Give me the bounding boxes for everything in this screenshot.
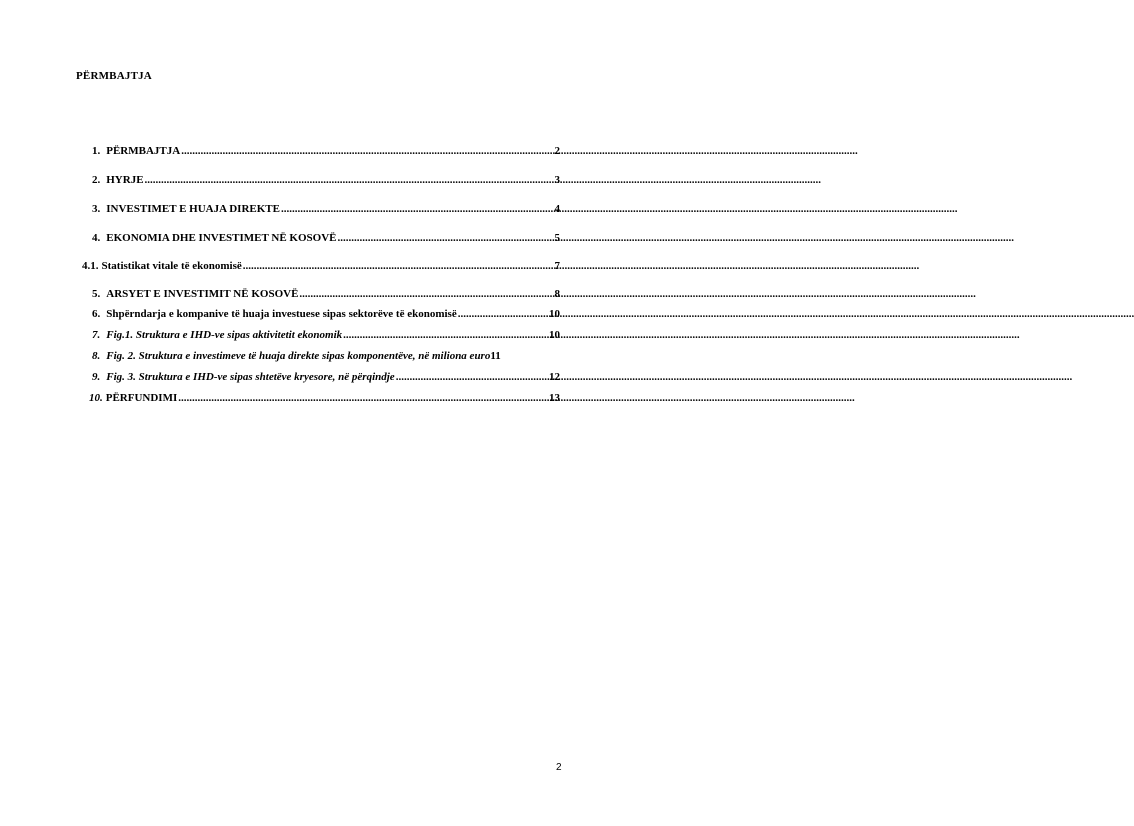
toc-entry[interactable] [92,371,560,384]
toc-dot-leader [181,145,553,158]
toc-entry[interactable] [92,308,560,321]
toc-entry-title: Statistikat vitale të ekonomisë [101,260,242,272]
document-heading: PËRMBAJTJA [76,70,152,82]
toc-entry-number: 7. [92,329,101,341]
toc-entry-title: Fig. 2. Struktura e investimeve të huaja direkte sipas komponentëve, në miliona euro [106,350,491,362]
toc-entry-title: Shpërndarja e kompanive të huaja investuese sipas sektorëve të ekonomisë [106,308,457,320]
toc-entry[interactable] [92,174,560,187]
toc-entry-number: 9. [92,371,101,383]
toc-entry-number: 6. [92,308,101,320]
toc-entry-page: 3 [554,174,560,186]
toc-entry[interactable] [92,145,560,158]
toc-entry-title: PËRFUNDIMI [105,392,178,404]
toc-dot-leader [337,232,553,245]
toc-dot-leader [145,174,554,187]
toc-entry-number: 5. [92,288,101,300]
toc-entry-page: 12 [549,371,560,383]
toc-entry[interactable] [89,392,560,405]
toc-entry[interactable] [92,232,560,245]
toc-entry[interactable] [82,260,560,273]
page-number: 2 [556,762,562,773]
toc-entry-page: 4 [554,203,560,215]
toc-entry-page: 11 [490,350,501,362]
toc-entry-number: 2. [92,174,101,186]
toc-dot-leader [281,203,554,216]
toc-entry-title: Fig.1. Struktura e IHD-ve sipas aktivitetit ekonomik [106,329,343,341]
toc-entry[interactable] [92,350,560,363]
toc-entry-page: 5 [554,232,560,244]
toc-entry-page: 13 [549,392,560,404]
toc-entry-number: 3. [92,203,101,215]
toc-entry[interactable] [92,288,560,301]
toc-dot-leader [299,288,553,301]
toc-entry-number: 10. [89,392,103,404]
toc-entry-number: 4.1. [82,260,99,272]
toc-entry-title: EKONOMIA DHE INVESTIMET NË KOSOVË [106,232,337,244]
toc-entry-title: INVESTIMET E HUAJA DIREKTE [106,203,280,215]
toc-dot-leader [343,329,548,342]
toc-entry-page: 8 [554,288,560,300]
toc-dot-leader [178,392,548,405]
toc-entry-page: 10 [549,329,560,341]
toc-entry-number: 4. [92,232,101,244]
toc-entry-page: 10 [549,308,560,320]
toc-entry-title: ARSYET E INVESTIMIT NË KOSOVË [106,288,299,300]
toc-entry-title: HYRJE [106,174,144,186]
toc-entry-number: 1. [92,145,101,157]
toc-dot-leader [243,260,554,273]
toc-dot-leader [396,371,548,384]
toc-entry[interactable] [92,203,560,216]
toc-entry-number: 8. [92,350,101,362]
toc-entry-page: 2 [554,145,560,157]
toc-dot-leader [458,308,548,321]
toc-entry-title: Fig. 3. Struktura e IHD-ve sipas shtetëve kryesore, në përqindje [106,371,395,383]
toc-entry-title: PËRMBAJTJA [106,145,181,157]
toc-entry[interactable] [92,329,560,342]
toc-entry-page: 7 [554,260,560,272]
